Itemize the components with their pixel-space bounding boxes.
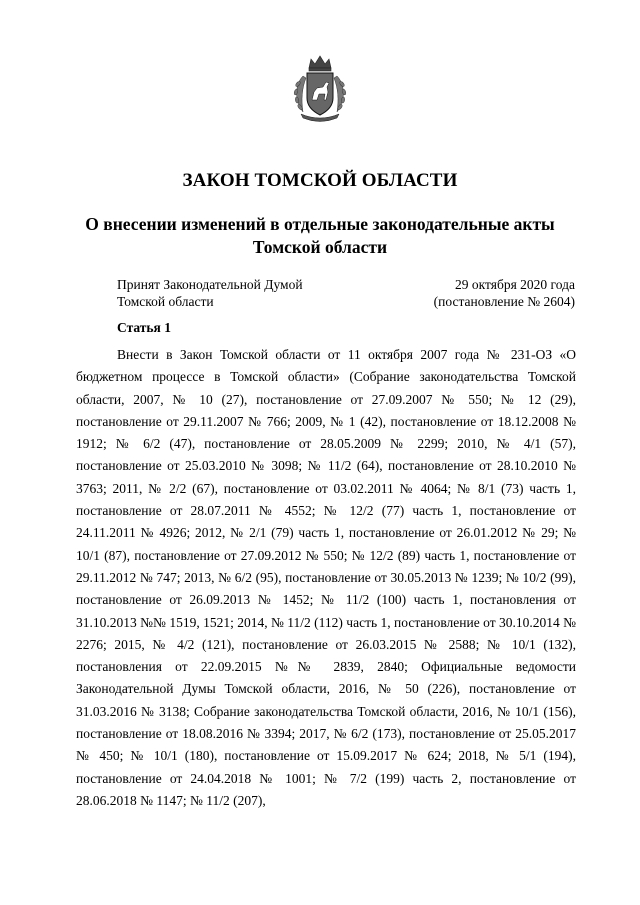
article-heading: Статья 1: [117, 320, 171, 335]
law-title: ЗАКОН ТОМСКОЙ ОБЛАСТИ: [182, 170, 458, 191]
resolution-number: (постановление № 2604): [433, 294, 575, 309]
adopted-by-line2: Томской области: [117, 294, 214, 309]
law-subtitle: О внесении изменений в отдельные законодательные акты Томской области: [85, 214, 555, 257]
adopted-by-line1: Принят Законодательной Думой: [117, 277, 303, 292]
adopted-by-block: [117, 276, 303, 310]
article-body-text: Внести в Закон Томской области от 11 октября 2007 года № 231-ОЗ «О бюджетном процессе в Томской области» (Собрание законодательства Томской области, 2007, № 10 (27), постановление от 27.09.2007 № 550; № 12 (29), постановление от 29.11.2007 № 766; 2009, № 1 (42), постановление от 18.12.2008 № 1912; № 6/2 (47), постановление от 28.05.2009 № 2299; 2010, № 4/1 (57), постановление от 25.03.2010 № 3098; № 11/2 (64), постановление от 28.10.2010 № 3763; 2011, № 2/2 (67), постановление от 03.02.2011 № 4064; № 8/1 (73) часть 1, постановление от 28.07.2011 № 4552; № 12/2 (77) часть 1, постановление от 24.11.2011 № 4926; 2012, № 2/1 (79) часть 1, постановление от 26.01.2012 № 29; № 10/1 (87), постановление от 27.09.2012 № 550; № 12/2 (89) часть 1, постановление от 29.11.2012 № 747; 2013, № 6/2 (95), постановление от 30.05.2013 № 1239; № 10/2 (99), постановление от 26.09.2013 № 1452; № 11/2 (100) часть 1, постановления от 31.10.2013 №№ 1519, 1521; 2014, № 11/2 (112) часть 1, постановление от 30.10.2014 № 2276; 2015, № 4/2 (121), постановление от 26.03.2015 № 2588; № 10/1 (132), постановления от 22.09.2015 №№ 2839, 2840; Официальные ведомости Законодательной Думы Томской области, 2016, № 50 (226), постановление от 31.03.2016 № 3138; Собрание законодательства Томской области, 2016, № 10/1 (156), постановление от 18.08.2016 № 3394; 2017, № 6/2 (173), постановление от 25.05.2017 № 450; № 10/1 (180), постановление от 15.09.2017 № 624; 2018, № 5/1 (194), постановление от 24.04.2018 № 1001; № 7/2 (199) часть 2, постановление от 28.06.2018 № 1147; № 11/2 (207),: [76, 347, 576, 808]
coat-of-arms-emblem: [289, 54, 351, 124]
adoption-date-block: [434, 276, 575, 310]
adoption-date: 29 октября 2020 года: [455, 277, 575, 292]
